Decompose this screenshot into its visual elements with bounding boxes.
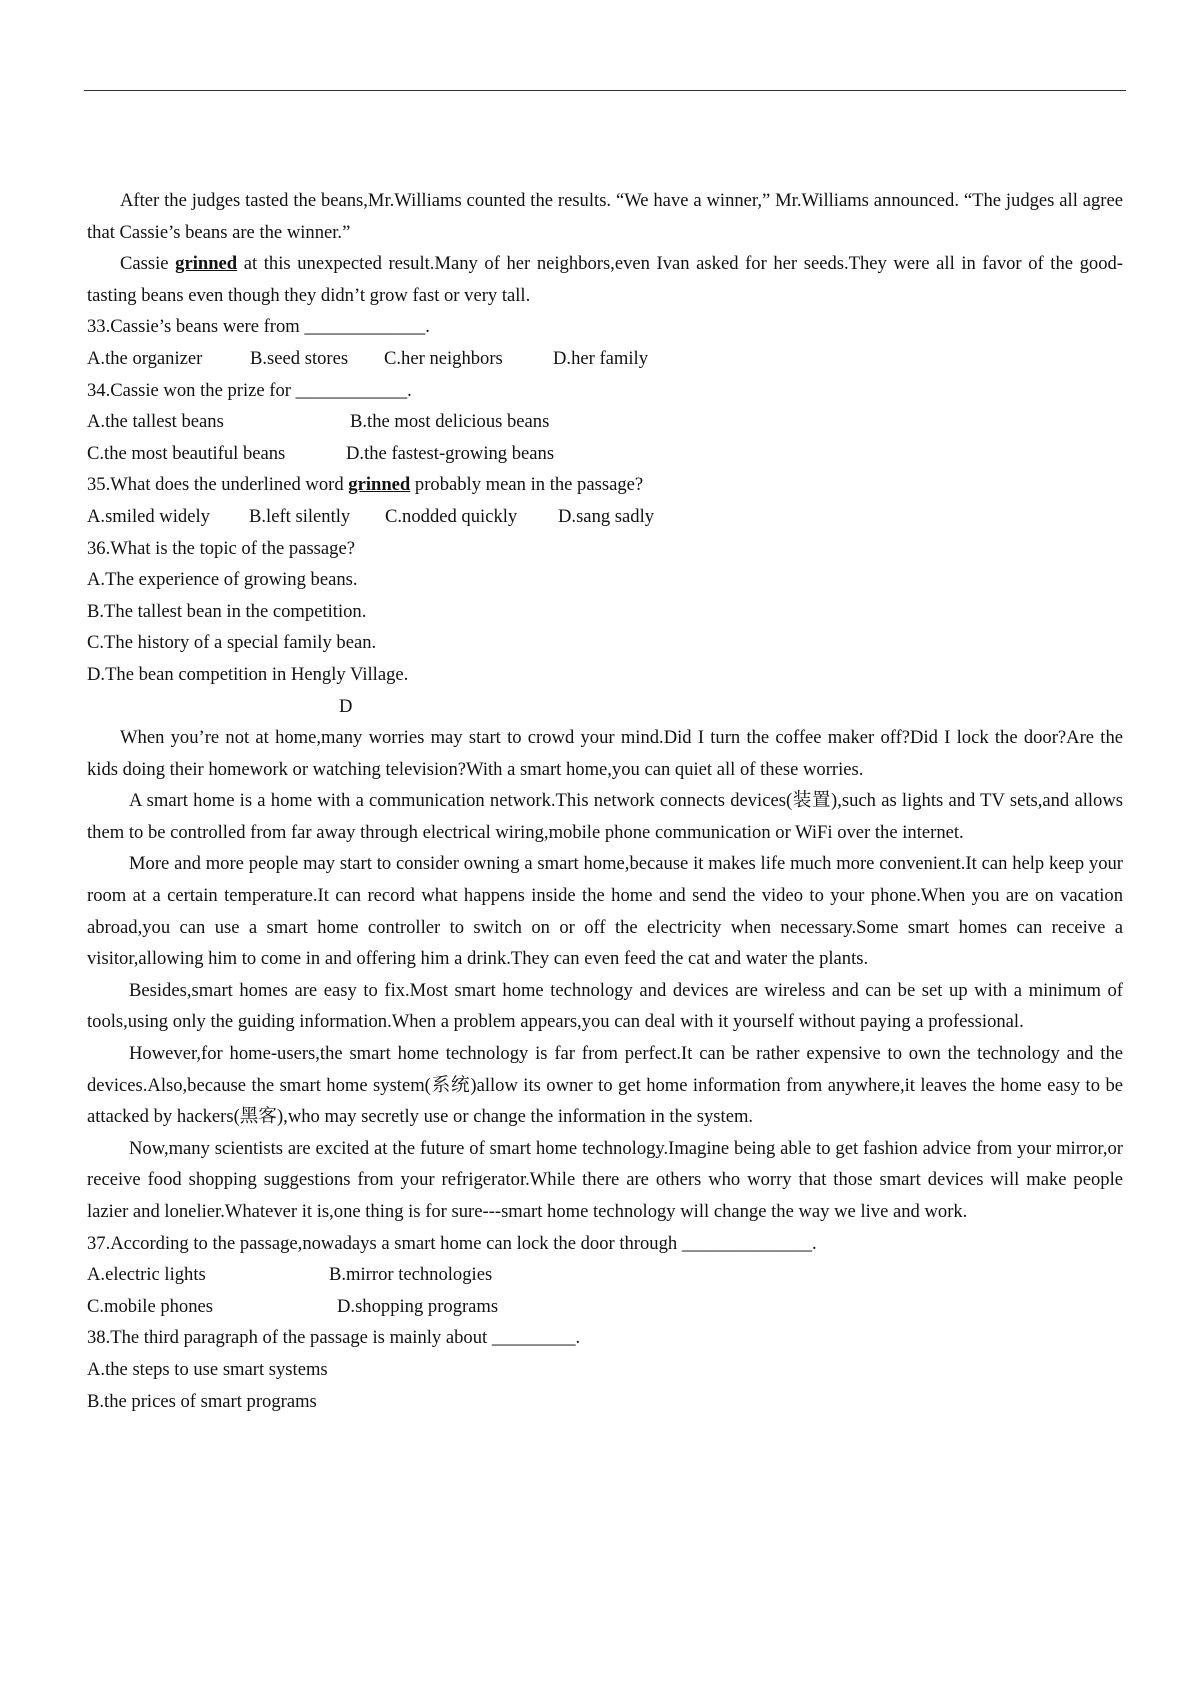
paragraph: More and more people may start to consider owning a smart home,because it makes life much more convenient.It can help keep your room at a certain temperature.It can record what happens inside the home and send the video to your phone.When you are on vacation abroad,you can use a smart home controller to switch on or off the electricity when necessary.Some smart homes can receive a visitor,allowing him to come in and offering him a drink.They can even feed the cat and water the plants. [87, 853, 1123, 970]
document-body [87, 185, 1123, 1417]
option: D.sang sadly [558, 505, 655, 527]
option: B.the prices of smart programs [87, 1390, 317, 1412]
option: C.nodded quickly [385, 505, 518, 527]
text: Cassie [120, 253, 176, 275]
option: B.The tallest bean in the competition. [87, 600, 367, 622]
option: A.smiled widely [87, 505, 210, 527]
paragraph [87, 248, 1123, 311]
option: C.mobile phones [87, 1295, 214, 1317]
option: B.left silently [249, 505, 351, 527]
text: probably mean in the passage? [410, 474, 644, 496]
option: B.seed stores [250, 347, 349, 369]
question-37: 37.According to the passage,nowadays a smart home can lock the door through ______________. [87, 1232, 817, 1254]
question-36: 36.What is the topic of the passage? [87, 537, 355, 559]
underlined-word: grinned [175, 253, 238, 275]
option: B.the most delicious beans [350, 411, 550, 433]
paragraph: When you’re not at home,many worries may start to crowd your mind.Did I turn the coffee maker off?Did I lock the door?Are the kids doing their homework or watching television?With a smart home,you can quiet all of these worries. [87, 727, 1123, 780]
option: A.the tallest beans [87, 411, 224, 433]
question-38: 38.The third paragraph of the passage is mainly about _________. [87, 1327, 581, 1349]
option: B.mirror technologies [329, 1264, 493, 1286]
option: D.shopping programs [337, 1295, 499, 1317]
option: D.the fastest-growing beans [346, 442, 555, 464]
paragraph: Besides,smart homes are easy to fix.Most smart home technology and devices are wireless and can be set up with a minimum of tools,using only the guiding information.When a problem appears,you can deal with it yourself without paying a professional. [87, 979, 1123, 1033]
underlined-word: grinned [348, 474, 411, 496]
option: C.The history of a special family bean. [87, 632, 377, 654]
option: C.the most beautiful beans [87, 442, 286, 464]
text: at this unexpected result.Many of her neighbors,even Ivan asked for her seeds.They were all in favor of the good-tasting beans even though they didn’t grow fast or very tall. [87, 253, 1123, 306]
option: A.electric lights [87, 1264, 206, 1286]
paragraph: However,for home-users,the smart home technology is far from perfect.It can be rather expensive to own the technology and the devices.Also,because the smart home system(系统)allow its owner to get home information from anywhere,it leaves the home easy to be attacked by hackers(黑客),who may secretly use or change the information in the system. [87, 1043, 1123, 1128]
question-35 [87, 469, 1123, 501]
option: C.her neighbors [384, 347, 503, 369]
options-34 [87, 406, 1123, 438]
options-33 [87, 343, 1123, 375]
text: 35.What does the underlined word [87, 474, 349, 496]
paragraph: A smart home is a home with a communication network.This network connects devices(装置),such as lights and TV sets,and allows them to be controlled from far away through electrical wiring,mobile phone communication or WiFi over the internet. [87, 790, 1123, 843]
option: A.the steps to use smart systems [87, 1358, 328, 1380]
option: D.her family [553, 347, 649, 369]
option: D.The bean competition in Hengly Village. [87, 663, 409, 685]
paragraph: After the judges tasted the beans,Mr.Williams counted the results. “We have a winner,” Mr.Williams announced. “The judges all agree that Cassie’s beans are the winner.” [87, 190, 1123, 243]
options-35 [87, 501, 1123, 533]
options-37 [87, 1259, 1123, 1291]
question-33: 33.Cassie’s beans were from _____________. [87, 316, 430, 338]
option: A.the organizer [87, 347, 203, 369]
options-34 [87, 438, 1123, 470]
section-heading: D [339, 695, 353, 717]
options-37 [87, 1291, 1123, 1323]
question-34: 34.Cassie won the prize for ____________. [87, 379, 412, 401]
header-rule [84, 90, 1126, 91]
option: A.The experience of growing beans. [87, 569, 358, 591]
paragraph: Now,many scientists are excited at the future of smart home technology.Imagine being able to get fashion advice from your mirror,or receive food shopping suggestions from your refrigerator.While there are others who worry that those smart devices will make people lazier and lonelier.Whatever it is,one thing is for sure---smart home technology will change the way we live and work. [87, 1137, 1123, 1222]
